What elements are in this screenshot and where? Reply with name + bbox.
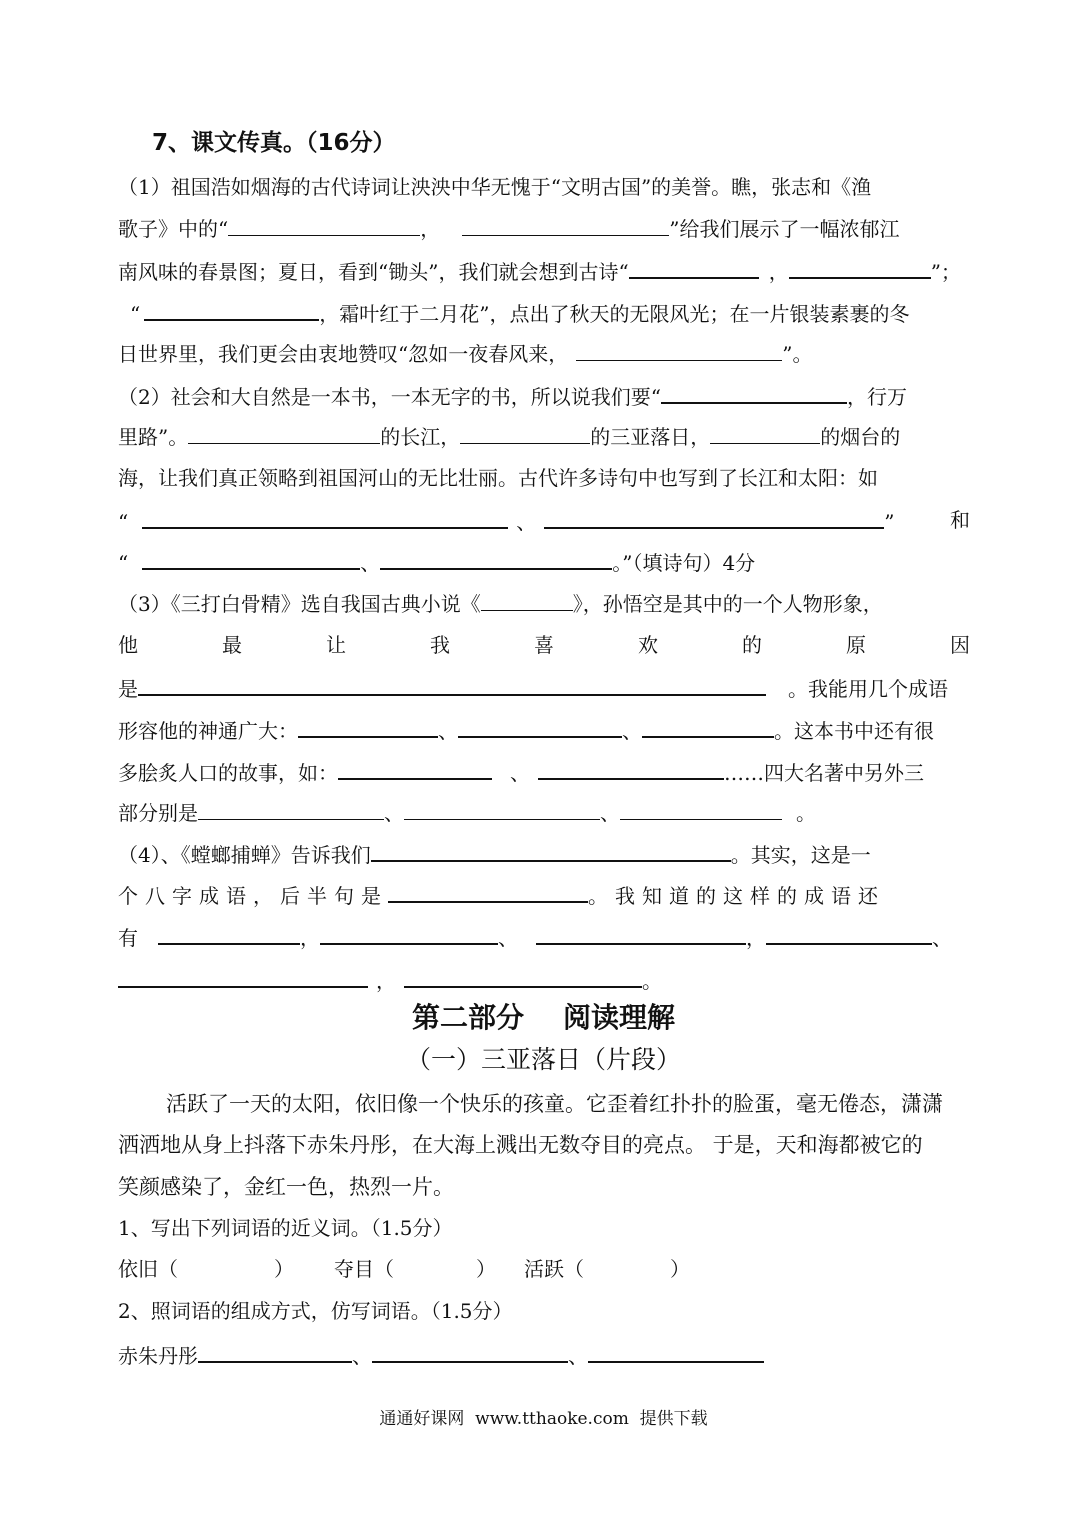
text: 赤朱丹彤 bbox=[118, 1344, 198, 1368]
text: ”。 bbox=[782, 342, 813, 366]
q7-p1-line5 bbox=[118, 338, 970, 369]
text: “ bbox=[118, 510, 129, 534]
blank[interactable] bbox=[298, 714, 438, 738]
blank[interactable] bbox=[118, 964, 368, 988]
blank[interactable] bbox=[380, 546, 612, 570]
q7-p1-line2 bbox=[118, 213, 970, 244]
blank[interactable] bbox=[142, 546, 360, 570]
footer: 通通好课网 www.tthaoke.com 提供下载 bbox=[379, 1409, 708, 1429]
text: 依旧（ bbox=[118, 1257, 178, 1281]
blank[interactable] bbox=[388, 879, 588, 903]
text: 多脍炙人口的故事，如： bbox=[118, 761, 338, 785]
text: 我 bbox=[430, 633, 450, 657]
text: 他 bbox=[118, 633, 138, 657]
text: 日世界里，我们更会由衷地赞叹“忽如一夜春风来， bbox=[118, 342, 569, 366]
q7-p4-line4 bbox=[118, 964, 970, 996]
blank[interactable] bbox=[620, 797, 782, 820]
q7-p3-line1 bbox=[118, 588, 970, 619]
blank[interactable] bbox=[766, 921, 932, 945]
blank[interactable] bbox=[588, 1339, 764, 1363]
text: 形容他的神通广大： bbox=[118, 719, 298, 743]
reading-q1-items bbox=[118, 1254, 970, 1284]
blank[interactable] bbox=[198, 1339, 352, 1363]
text: ，霜叶红于二月花”，点出了秋天的无限风光；在一片银装素裹的冬 bbox=[319, 302, 910, 326]
q7-p2-line1 bbox=[118, 380, 970, 412]
blank[interactable] bbox=[536, 921, 746, 945]
q7-p4-line1 bbox=[118, 838, 970, 870]
passage-line1: 活跃了一天的太阳，依旧像一个快乐的孩童。它歪着红扑扑的脸蛋，毫无倦态，潇潇 bbox=[166, 1092, 943, 1116]
text: ……四大名著中另外三 bbox=[724, 761, 924, 785]
text: “ bbox=[130, 302, 141, 326]
text: ） bbox=[476, 1257, 496, 1281]
question-7-title: 7、课文传真。（16分） bbox=[152, 130, 396, 156]
text: 喜 bbox=[534, 633, 554, 657]
text: 、 bbox=[384, 801, 404, 825]
text: 的烟台的 bbox=[820, 425, 901, 449]
q7-p2-line4 bbox=[118, 505, 970, 537]
reading-q2-answer bbox=[118, 1339, 970, 1371]
text: 个八字成语，后半句是 bbox=[118, 884, 388, 908]
text: ，行万 bbox=[846, 385, 907, 409]
q7-p3-line5 bbox=[118, 756, 970, 788]
text: ） bbox=[274, 1257, 294, 1281]
blank[interactable] bbox=[371, 838, 731, 862]
text: 让 bbox=[326, 633, 346, 657]
text: 南风味的春景图；夏日，看到“锄头”，我们就会想到古诗“ bbox=[118, 260, 629, 284]
text: 和 bbox=[950, 508, 970, 532]
text: ， bbox=[768, 260, 789, 284]
text: 里路”。 bbox=[118, 425, 189, 449]
q7-p2-line5 bbox=[118, 546, 970, 578]
blank[interactable] bbox=[789, 255, 931, 279]
text: 的 bbox=[742, 633, 762, 657]
q7-p4-line3 bbox=[118, 921, 970, 953]
text: 。 bbox=[796, 801, 816, 825]
q7-p1-line4 bbox=[118, 297, 970, 329]
text: ， bbox=[376, 969, 396, 993]
text: 。这本书中还有很 bbox=[774, 719, 934, 743]
text: ， bbox=[746, 926, 766, 950]
blank[interactable] bbox=[138, 672, 766, 696]
text: 、 bbox=[622, 719, 642, 743]
blank[interactable] bbox=[460, 421, 590, 444]
blank[interactable] bbox=[538, 756, 724, 780]
part2-title: 第二部分 阅读理解 bbox=[412, 1001, 675, 1034]
text: 。 bbox=[642, 969, 662, 993]
text: 。我知道的这样的成语还 bbox=[588, 884, 885, 908]
blank[interactable] bbox=[661, 380, 847, 404]
text: 有 bbox=[118, 926, 138, 950]
text: 活跃（ bbox=[524, 1257, 584, 1281]
text: 、 bbox=[932, 926, 952, 950]
text: 部分别是 bbox=[118, 801, 198, 825]
text: （4）、《螳螂捕蝉》告诉我们 bbox=[118, 843, 371, 867]
text: 。其实，这是一 bbox=[730, 843, 871, 867]
blank[interactable] bbox=[458, 714, 622, 738]
text: ” bbox=[884, 510, 895, 534]
blank[interactable] bbox=[629, 255, 759, 279]
text: ”； bbox=[930, 260, 961, 284]
blank[interactable] bbox=[710, 421, 820, 444]
blank[interactable] bbox=[198, 797, 384, 820]
text: 、 bbox=[600, 801, 620, 825]
text: 。”（填诗句）4分 bbox=[612, 551, 756, 575]
blank[interactable] bbox=[372, 1339, 568, 1363]
text: （3）《三打白骨精》选自我国古典小说《 bbox=[118, 592, 481, 616]
blank[interactable] bbox=[188, 421, 380, 444]
text: 、 bbox=[438, 719, 458, 743]
blank[interactable] bbox=[544, 505, 884, 529]
text: 最 bbox=[222, 633, 242, 657]
passage-line3: 笑颜感染了，金红一色，热烈一片。 bbox=[118, 1175, 454, 1199]
blank[interactable] bbox=[481, 588, 573, 611]
q7-p1-line3 bbox=[118, 255, 970, 287]
text: 原 bbox=[846, 633, 866, 657]
text: ） bbox=[670, 1257, 690, 1281]
text: 的三亚落日， bbox=[590, 425, 711, 449]
blank[interactable] bbox=[462, 213, 669, 236]
text: 、 bbox=[516, 510, 537, 534]
q7-p3-line2 bbox=[118, 630, 970, 660]
text: 、 bbox=[352, 1344, 372, 1368]
text: 、 bbox=[360, 551, 381, 575]
text: 欢 bbox=[638, 633, 658, 657]
q7-p1-line1: （1）祖国浩如烟海的古代诗词让泱泱中华无愧于“文明古国”的美誉。瞧，张志和《渔 bbox=[118, 175, 872, 199]
blank[interactable] bbox=[144, 297, 319, 321]
text: 。我能用几个成语 bbox=[788, 677, 948, 701]
q7-p3-line6 bbox=[118, 797, 970, 828]
blank[interactable] bbox=[158, 921, 300, 945]
text: “ bbox=[118, 551, 129, 575]
text: 、 bbox=[510, 761, 530, 785]
text: 的长江， bbox=[380, 425, 461, 449]
blank[interactable] bbox=[320, 921, 498, 945]
blank[interactable] bbox=[228, 213, 420, 236]
text: 夺目（ bbox=[334, 1257, 394, 1281]
reading-q2-title: 2、照词语的组成方式，仿写词语。（1.5分） bbox=[118, 1299, 513, 1323]
blank[interactable] bbox=[642, 714, 774, 738]
text: 、 bbox=[498, 926, 518, 950]
q7-p2-line2 bbox=[118, 421, 970, 452]
q7-p3-line3 bbox=[118, 672, 970, 704]
reading-q1-title: 1、写出下列词语的近义词。（1.5分） bbox=[118, 1216, 453, 1240]
blank[interactable] bbox=[404, 964, 642, 988]
blank[interactable] bbox=[338, 756, 492, 780]
text: ， bbox=[300, 926, 320, 950]
text: 、 bbox=[568, 1344, 588, 1368]
text: ”给我们展示了一幅浓郁江 bbox=[669, 217, 900, 241]
text: 歌子》中的“ bbox=[118, 217, 229, 241]
passage-line2: 洒洒地从身上抖落下赤朱丹彤，在大海上溅出无数夺目的亮点。 于是，天和海都被它的 bbox=[118, 1133, 923, 1157]
text: （2）社会和大自然是一本书，一本无字的书，所以说我们要“ bbox=[118, 385, 661, 409]
blank[interactable] bbox=[404, 797, 600, 820]
q7-p3-line4 bbox=[118, 714, 970, 746]
part2-subtitle: （一）三亚落日（片段） bbox=[405, 1045, 681, 1074]
blank[interactable] bbox=[142, 505, 508, 529]
q7-p2-line3: 海，让我们真正领略到祖国河山的无比壮丽。古代许多诗句中也写到了长江和太阳：如 bbox=[118, 466, 878, 490]
blank[interactable] bbox=[576, 338, 782, 361]
text: 因 bbox=[950, 633, 970, 657]
text: 》，孙悟空是其中的一个人物形象， bbox=[572, 592, 883, 616]
q7-p4-line2 bbox=[118, 879, 970, 911]
text: ， bbox=[420, 217, 441, 241]
text: 是 bbox=[118, 677, 138, 701]
